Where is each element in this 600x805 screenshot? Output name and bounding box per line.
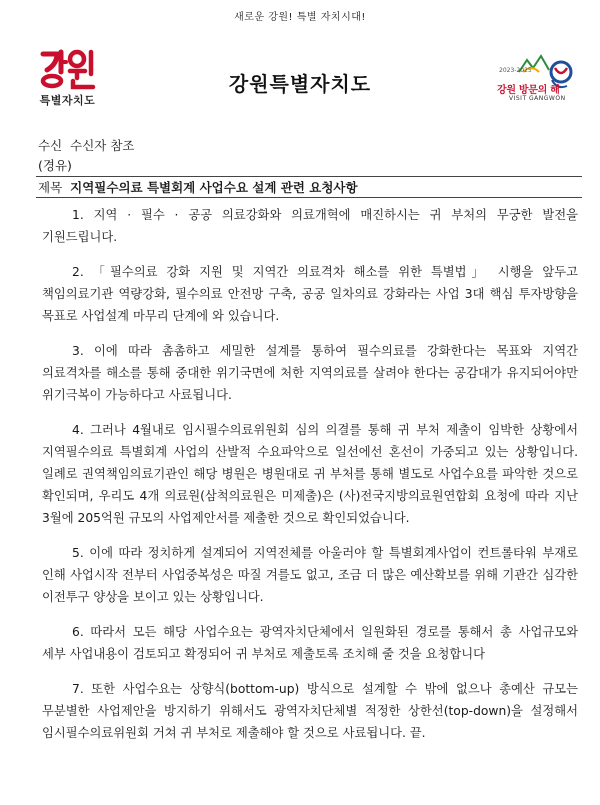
visit-gangwon-logo xyxy=(497,50,575,112)
visit-gangwon-en: VISIT GANGWON xyxy=(509,95,566,102)
via-row xyxy=(38,156,578,176)
body-paragraph: 7. 또한 사업수요는 상향식(bottom-up) 방식으로 설계할 수 밖에 없으나 총예산 규모는 무분별한 사업제안을 방지하기 위해서도 광역자치단체별 적정한 상한선(top-down)을 설정해서 임시필수의료위원회 거쳐 귀 부처로 제출해야 할 것으로 사료됩니다. 끝. xyxy=(42,682,578,740)
body-paragraph: 5. 이에 따라 정치하게 설계되어 지역전체를 아울러야 할 특별회계사업이 컨트롤타워 부재로 인해 사업시작 전부터 사업중복성은 따질 겨를도 없고, 조금 더 많은 예산확보를 위해 기관간 심각한 이전투구 양상을 보이고 있는 상황입니다. xyxy=(42,546,578,604)
visit-gangwon-text: 강원 방문의 해 xyxy=(497,85,560,96)
body-paragraph: 4. 그러나 4월내로 임시필수의료위원회 심의 의결를 통해 귀 부처 제출이 임박한 상황에서 지역필수의료 특별회계 사업의 산발적 수요파악으로 일선에선 혼선이 가중되고 있는 상황입니다. 일례로 권역책임의료기관인 해당 병원은 병원대로 귀 부처를 통해 별도로 사업수요를 파악한 것으로 확인되며, 우리도 4개 의료원(삼척의료원은 미제출)은 (사)전국지방의료원연합회 요청에 따라 지난 3월에 205억원 규모의 사업제안서를 제출한 것으로 확인되었습니다. xyxy=(42,423,578,525)
body-paragraph: 1. 지역 · 필수 · 공공 의료강화와 의료개혁에 매진하시는 귀 부처의 무궁한 발전을 기원드립니다. xyxy=(42,208,578,244)
visit-year-range: 2023-2025 xyxy=(499,67,532,74)
body-paragraph: 6. 따라서 모든 해당 사업수요는 광역자치단체에서 일원화된 경로를 통해서 총 사업규모와 세부 사업내용이 검토되고 확정되어 귀 부처로 제출토록 조치해 줄 것을 요청합니다 xyxy=(42,625,578,661)
subject-label: 제목 xyxy=(38,180,63,195)
recipient-value: 수신자 참조 xyxy=(70,138,135,153)
subject-top-divider xyxy=(36,176,582,177)
subject-bottom-divider xyxy=(36,197,582,198)
body-paragraph: 3. 이에 따라 촘촘하고 세밀한 설계를 통하여 필수의료를 강화한다는 목표와 지역간 의료격차를 해소를 통해 중대한 위기국면에 처한 지역의료를 살려야 한다는 공감대가 유지되어야만 위기극복이 가능하다고 사료됩니다. xyxy=(42,344,578,402)
body-paragraph: 2. 「필수의료 강화 지원 및 지역간 의료격차 해소를 위한 특별법」 시행을 앞두고 책임의료기관 역량강화, 필수의료 안전망 구축, 공공 일차의료 강화라는 사업 3대 핵심 투자방향을 목표로 사업설계 마무리 단계에 와 있습니다. xyxy=(42,265,578,323)
document-header-fields xyxy=(38,136,578,176)
subject-value: 지역필수의료 특별회계 사업수요 설계 관련 요청사항 xyxy=(70,180,358,195)
subject-row xyxy=(38,178,358,196)
header-slogan: 새로운 강원! 특별 자치시대! xyxy=(234,12,366,23)
document-body xyxy=(42,204,578,757)
organization-title: 강원특별자치도 xyxy=(228,72,372,96)
recipient-label: 수신 xyxy=(38,138,63,153)
recipient-row xyxy=(38,136,578,156)
via-label: (경유) xyxy=(38,158,72,173)
gangwon-logo-subtitle: 특별자치도 xyxy=(39,94,96,107)
